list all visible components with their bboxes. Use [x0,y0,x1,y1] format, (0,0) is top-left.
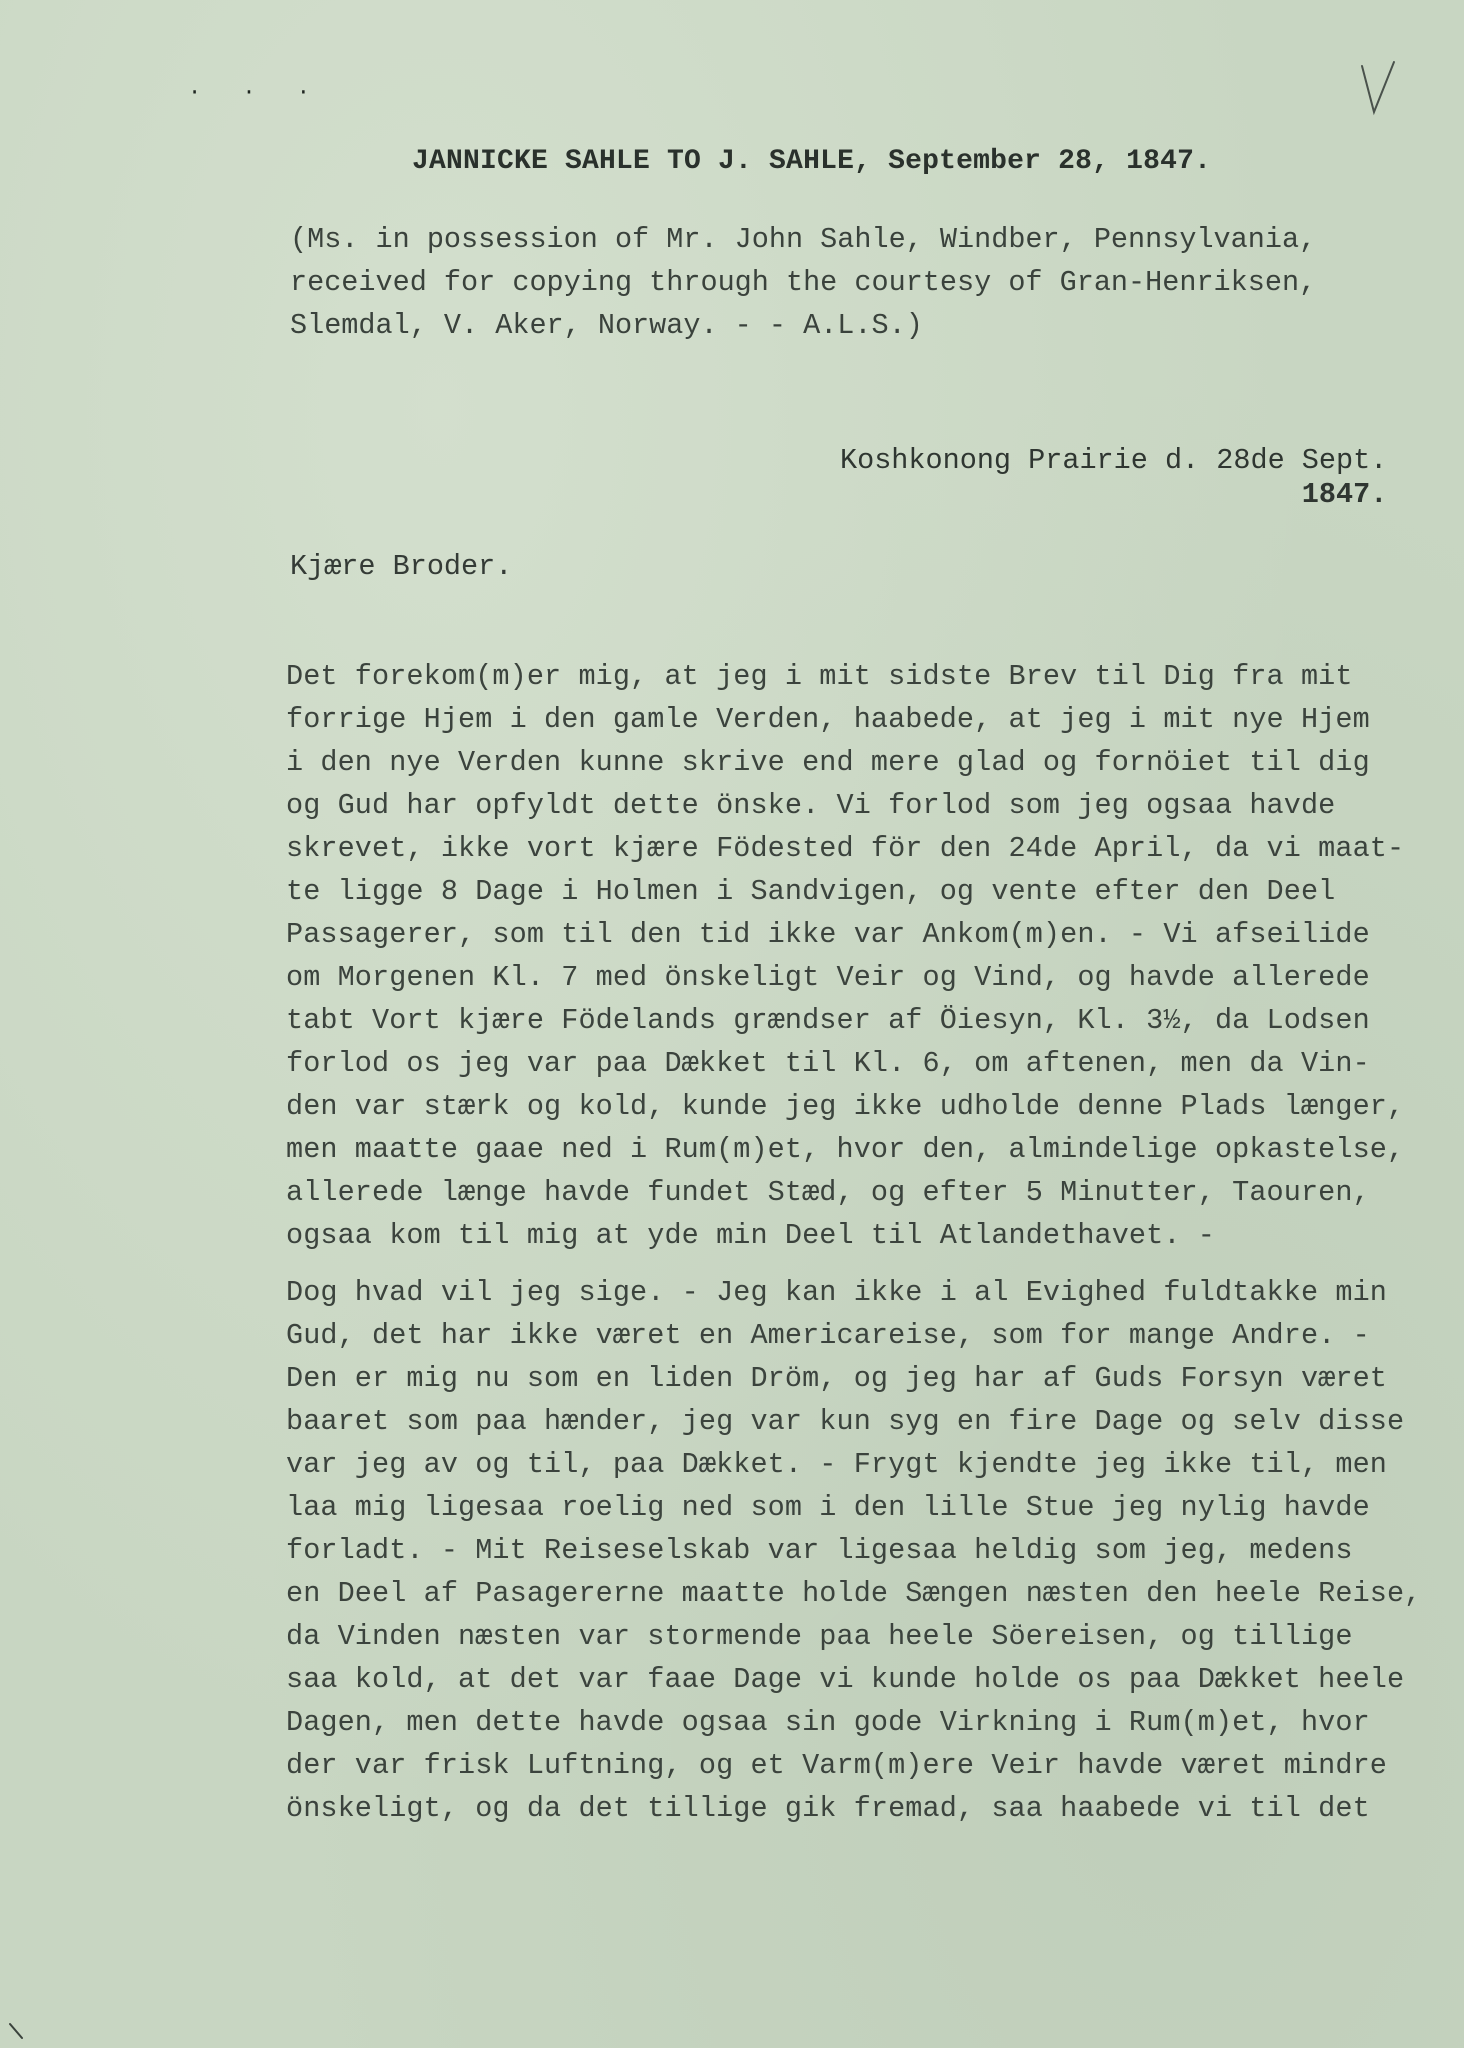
text-line: den var stærk og kold, kunde jeg ikke udholde denne Plads længer, [286,1090,1405,1123]
document-heading: JANNICKE SAHLE TO J. SAHLE, September 28, 1847. [412,146,1212,177]
text-line: saa kold, at det var faae Dage vi kunde holde os paa Dækket heele [286,1663,1405,1696]
text-line: te ligge 8 Dage i Holmen i Sandvigen, og vente efter den Deel [286,875,1336,908]
text-line: Det forekom(m)er mig, at jeg i mit sidste Brev til Dig fra mit [286,660,1353,693]
check-mark-icon [1358,58,1398,118]
source-note-line: received for copying through the courtesy of Gran-Henriksen, [290,266,1317,299]
text-line: önskeligt, og da det tillige gik fremad, saa haabede vi til det [286,1792,1370,1825]
source-note-line: Slemdal, V. Aker, Norway. - - A.L.S.) [290,309,923,342]
text-line: skrevet, ikke vort kjære Födested för den 24de April, da vi maat- [286,832,1405,865]
ink-specks: · · · [188,80,325,105]
text-line: i den nye Verden kunne skrive end mere glad og fornöiet til dig [286,746,1370,779]
text-line: Gud, det har ikke været en Americareise, som for mange Andre. - [286,1319,1370,1352]
text-line: var jeg av og til, paa Dækket. - Frygt kjendte jeg ikke til, men [286,1448,1387,1481]
text-line: og Gud har opfyldt dette önske. Vi forlod som jeg ogsaa havde [286,789,1336,822]
letter-dateline [840,444,1387,512]
paragraph-two [286,1271,1421,1830]
text-line: da Vinden næsten var stormende paa heele Söereisen, og tillige [286,1620,1353,1653]
text-line: baaret som paa hænder, jeg var kun syg en fire Dage og selv disse [286,1405,1405,1438]
text-line: Passagerer, som til den tid ikke var Ankom(m)en. - Vi afseilide [286,918,1370,951]
text-line: Den er mig nu som en liden Dröm, og jeg har af Guds Forsyn været [286,1362,1387,1395]
text-line: forrige Hjem i den gamle Verden, haabede, at jeg i mit nye Hjem [286,703,1370,736]
source-note-line: (Ms. in possession of Mr. John Sahle, Windber, Pennsylvania, [290,223,1317,256]
text-line: men maatte gaae ned i Rum(m)et, hvor den, almindelige opkastelse, [286,1133,1405,1166]
text-line: om Morgenen Kl. 7 med önskeligt Veir og Vind, og havde allerede [286,961,1370,994]
paragraph-one [286,655,1404,1257]
text-line: Dagen, men dette havde ogsaa sin gode Virkning i Rum(m)et, hvor [286,1706,1370,1739]
text-line: laa mig ligesaa roelig ned som i den lille Stue jeg nylig havde [286,1491,1370,1524]
corner-mark-icon [8,2022,26,2040]
text-line: Dog hvad vil jeg sige. - Jeg kan ikke i al Evighed fuldtakke min [286,1276,1387,1309]
salutation: Kjære Broder. [290,550,513,583]
place-and-date: Koshkonong Prairie d. 28de Sept. [840,444,1388,477]
text-line: tabt Vort kjære Födelands grændser af Öiesyn, Kl. 3½, da Lodsen [286,1004,1370,1037]
text-line: forlod os jeg var paa Dækket til Kl. 6, om aftenen, men da Vin- [286,1047,1370,1080]
text-line: allerede længe havde fundet Stæd, og efter 5 Minutter, Taouren, [286,1176,1370,1209]
text-line: forladt. - Mit Reiseselskab var ligesaa heldig som jeg, medens [286,1534,1353,1567]
source-note [290,218,1316,347]
letter-year: 1847. [1301,478,1388,511]
text-line: ogsaa kom til mig at yde min Deel til Atlandethavet. - [286,1219,1215,1252]
text-line: en Deel af Pasagererne maatte holde Sængen næsten den heele Reise, [286,1577,1422,1610]
text-line: der var frisk Luftning, og et Varm(m)ere Veir havde været mindre [286,1749,1387,1782]
